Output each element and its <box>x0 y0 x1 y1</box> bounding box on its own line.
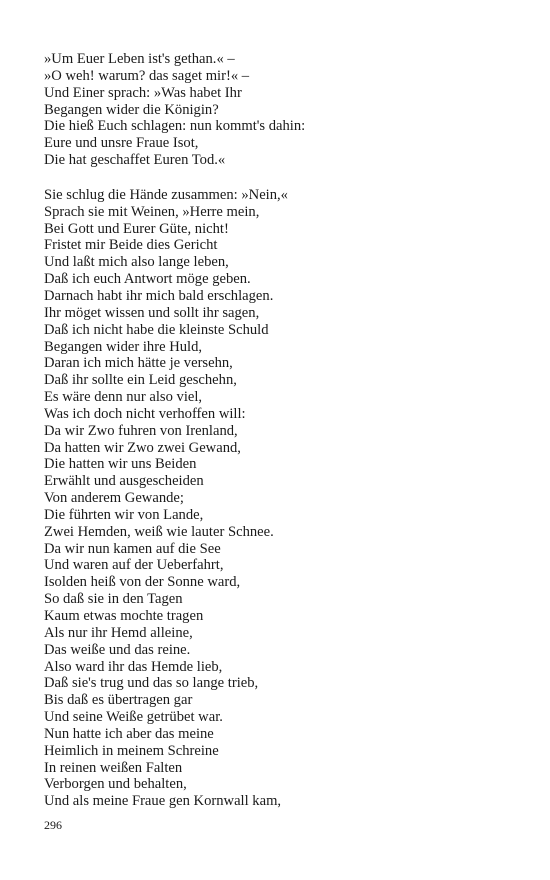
verse-line: Daß ich euch Antwort möge geben. <box>44 271 251 288</box>
verse-line: Und seine Weiße getrübet war. <box>44 709 223 726</box>
verse-line: »Um Euer Leben ist's gethan.« – <box>44 51 235 67</box>
verse-line: Darnach habt ihr mich bald erschlagen. <box>44 287 274 304</box>
verse-line: Erwählt und ausgescheiden <box>44 473 204 490</box>
verse-line: Zwei Hemden, weiß wie lauter Schnee. <box>44 523 274 540</box>
verse-line: Sie schlug die Hände zusammen: »Nein,« <box>44 186 288 203</box>
page-number: 296 <box>44 818 62 832</box>
verse-line: Und Einer sprach: »Was habet Ihr <box>44 84 242 101</box>
verse-line: Isolden heiß von der Sonne ward, <box>44 574 241 591</box>
verse-line: Bei Gott und Eurer Güte, nicht! <box>44 220 229 237</box>
verse-line: Es wäre denn nur also viel, <box>44 389 203 406</box>
verse-line: Die führten wir von Lande, <box>44 506 204 523</box>
verse-line: In reinen weißen Falten <box>44 759 183 776</box>
verse-line: Daß ich nicht habe die kleinste Schuld <box>44 321 269 338</box>
verse-line: Fristet mir Beide dies Gericht <box>44 237 218 254</box>
stanza-2 <box>44 187 514 810</box>
poem-text <box>44 51 514 810</box>
verse-line: So daß sie in den Tagen <box>44 591 183 608</box>
verse-line: »O weh! warum? das saget mir!« – <box>44 67 250 84</box>
verse-line: Ihr möget wissen und sollt ihr sagen, <box>44 304 260 321</box>
verse-line: Die hieß Euch schlagen: nun kommt's dahin: <box>44 118 306 135</box>
verse-line: Daß ihr sollte ein Leid geschehn, <box>44 372 237 389</box>
verse-line: Verborgen und behalten, <box>44 776 187 793</box>
verse-line: Und laßt mich also lange leben, <box>44 254 229 271</box>
verse-line: Begangen wider ihre Huld, <box>44 338 203 355</box>
verse-line: Bis daß es übertragen gar <box>44 692 193 709</box>
verse-line: Da wir nun kamen auf die See <box>44 540 221 557</box>
stanza-1 <box>44 51 514 169</box>
verse-line: Eure und unsre Fraue Isot, <box>44 135 199 152</box>
verse-line: Als nur ihr Hemd alleine, <box>44 624 193 641</box>
verse-line: Nun hatte ich aber das meine <box>44 725 214 742</box>
verse-line: Die hat geschaffet Euren Tod.« <box>44 152 226 169</box>
verse-line: Die hatten wir uns Beiden <box>44 456 197 473</box>
verse-line: Und waren auf der Ueberfahrt, <box>44 557 224 574</box>
verse-line: Da wir Zwo fuhren von Irenland, <box>44 422 238 439</box>
verse-line: Also ward ihr das Hemde lieb, <box>44 658 223 675</box>
verse-line: Was ich doch nicht verhoffen will: <box>44 405 246 422</box>
verse-line: Daß sie's trug und das so lange trieb, <box>44 675 259 692</box>
verse-line: Kaum etwas mochte tragen <box>44 608 204 624</box>
verse-line: Von anderem Gewande; <box>44 490 184 507</box>
verse-line: Das weiße und das reine. <box>44 641 191 658</box>
verse-line: Und als meine Fraue gen Kornwall kam, <box>44 793 282 810</box>
verse-line: Daran ich mich hätte je versehn, <box>44 355 233 372</box>
verse-line: Da hatten wir Zwo zwei Gewand, <box>44 439 241 456</box>
verse-line: Heimlich in meinem Schreine <box>44 742 219 759</box>
verse-line: Begangen wider die Königin? <box>44 101 219 118</box>
verse-line: Sprach sie mit Weinen, »Herre mein, <box>44 203 260 220</box>
